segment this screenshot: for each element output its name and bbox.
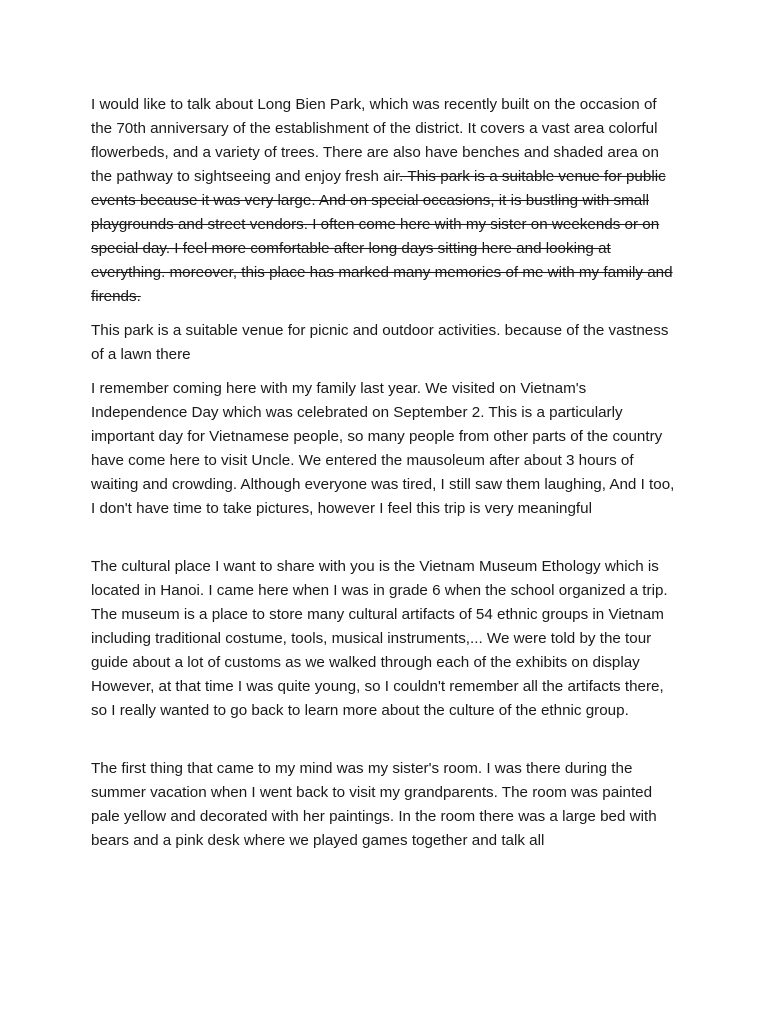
paragraph-long-bien-park (91, 93, 681, 309)
paragraph-park-venue (91, 319, 681, 367)
paragraph-sisters-room (91, 757, 681, 853)
paragraph-text: This park is a suitable venue for picnic and outdoor activities. because of the vastness of a lawn there (91, 322, 669, 363)
struck-through-text: . This park is a suitable venue for public events because it was very large. And on special occasions, it is bustling with small playgrounds and street vendors. I often come here with my sister on weekends or on special day. I feel more comfortable after long days sitting here and looking at everything. moreover, this place has marked many memories of me with my family and firends. (91, 168, 673, 305)
document-page (91, 93, 681, 863)
paragraph-text: The first thing that came to my mind was my sister's room. I was there during the summer vacation when I went back to visit my grandparents. The room was painted pale yellow and decorated with her paintings. In the room there was a large bed with bears and a pink desk where we played games together and talk all (91, 760, 657, 849)
paragraph-museum-ethnology (91, 555, 681, 723)
paragraph-text: I would like to talk about Long Bien Park, which was recently built on the occasion of the 70th anniversary of the establishment of the district. It covers a vast area colorful flowerbeds, and a variety of trees. There are also have benches and shaded area on the pathway to sightseeing and enjoy fresh air (91, 96, 659, 185)
paragraph-text: The cultural place I want to share with you is the Vietnam Museum Ethology which is located in Hanoi. I came here when I was in grade 6 when the school organized a trip. The museum is a place to store many cultural artifacts of 54 ethnic groups in Vietnam including traditional costume, tools, musical instruments,... We were told by the tour guide about a lot of customs as we walked through each of the exhibits on display However, at that time I was quite young, so I couldn't remember all the artifacts there, so I really wanted to go back to learn more about the culture of the ethnic group. (91, 558, 668, 719)
paragraph-text: I remember coming here with my family last year. We visited on Vietnam's Independence Day which was celebrated on September 2. This is a particularly important day for Vietnamese people, so many people from other parts of the country have come here to visit Uncle. We entered the mausoleum after about 3 hours of waiting and crowding. Although everyone was tired, I still saw them laughing, And I too, I don't have time to take pictures, however I feel this trip is very meaningful (91, 380, 675, 517)
paragraph-independence-day (91, 377, 681, 521)
